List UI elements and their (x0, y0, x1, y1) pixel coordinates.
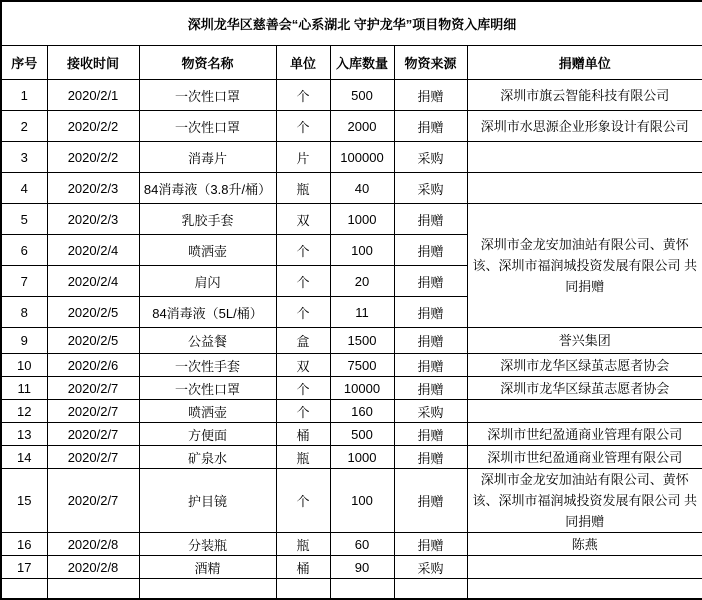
item-name-cell: 矿泉水 (139, 446, 276, 469)
unit-cell: 瓶 (276, 173, 330, 204)
quantity-cell: 100 (330, 235, 394, 266)
title-row (1, 1, 702, 46)
source-cell: 采购 (394, 400, 467, 423)
source-cell: 采购 (394, 556, 467, 579)
receive-date-cell: 2020/2/5 (47, 328, 139, 354)
unit-cell: 个 (276, 111, 330, 142)
column-header-source: 物资来源 (394, 46, 467, 80)
table-title: 深圳龙华区慈善会“心系湖北 守护龙华”项目物资入库明细 (1, 1, 702, 46)
donor-cell: 誉兴集团 (467, 328, 702, 354)
source-cell: 捐赠 (394, 111, 467, 142)
row-index-cell: 4 (1, 173, 47, 204)
quantity-cell: 1500 (330, 328, 394, 354)
source-cell: 捐赠 (394, 80, 467, 111)
column-header-item-name: 物资名称 (139, 46, 276, 80)
donor-cell: 深圳市龙华区绿茧志愿者协会 (467, 354, 702, 377)
table-row (1, 204, 702, 235)
source-cell: 捐赠 (394, 266, 467, 297)
quantity-cell: 160 (330, 400, 394, 423)
quantity-cell: 90 (330, 556, 394, 579)
receive-date-cell: 2020/2/7 (47, 423, 139, 446)
receive-date-cell: 2020/2/5 (47, 297, 139, 328)
source-cell: 采购 (394, 142, 467, 173)
item-name-cell: 肩闪 (139, 266, 276, 297)
empty-cell (47, 579, 139, 599)
column-header-unit: 单位 (276, 46, 330, 80)
donor-cell: 深圳市金龙安加油站有限公司、黄怀该、深圳市福润城投资发展有限公司 共同捐赠 (467, 204, 702, 328)
source-cell: 捐赠 (394, 469, 467, 533)
item-name-cell: 乳胶手套 (139, 204, 276, 235)
receive-date-cell: 2020/2/3 (47, 173, 139, 204)
quantity-cell: 60 (330, 533, 394, 556)
unit-cell: 盒 (276, 328, 330, 354)
quantity-cell: 2000 (330, 111, 394, 142)
donor-cell (467, 400, 702, 423)
table-row (1, 328, 702, 354)
quantity-cell: 20 (330, 266, 394, 297)
quantity-cell: 40 (330, 173, 394, 204)
item-name-cell: 一次性口罩 (139, 80, 276, 111)
source-cell: 捐赠 (394, 204, 467, 235)
donor-cell: 深圳市世纪盈通商业管理有限公司 (467, 423, 702, 446)
unit-cell: 片 (276, 142, 330, 173)
unit-cell: 瓶 (276, 446, 330, 469)
receive-date-cell: 2020/2/7 (47, 377, 139, 400)
quantity-cell: 10000 (330, 377, 394, 400)
table-row (1, 142, 702, 173)
donor-cell: 深圳市水思源企业形象设计有限公司 (467, 111, 702, 142)
receive-date-cell: 2020/2/4 (47, 266, 139, 297)
empty-cell (139, 579, 276, 599)
receive-date-cell: 2020/2/2 (47, 111, 139, 142)
item-name-cell: 护目镜 (139, 469, 276, 533)
donor-cell (467, 556, 702, 579)
table-row (1, 556, 702, 579)
quantity-cell: 11 (330, 297, 394, 328)
item-name-cell: 84消毒液（5L/桶） (139, 297, 276, 328)
item-name-cell: 酒精 (139, 556, 276, 579)
table-row (1, 80, 702, 111)
row-index-cell: 6 (1, 235, 47, 266)
receive-date-cell: 2020/2/2 (47, 142, 139, 173)
row-index-cell: 13 (1, 423, 47, 446)
column-header-receive-date: 接收时间 (47, 46, 139, 80)
source-cell: 捐赠 (394, 446, 467, 469)
receive-date-cell: 2020/2/1 (47, 80, 139, 111)
table-body (1, 80, 702, 599)
item-name-cell: 方便面 (139, 423, 276, 446)
quantity-cell: 500 (330, 423, 394, 446)
row-index-cell: 5 (1, 204, 47, 235)
item-name-cell: 一次性口罩 (139, 111, 276, 142)
row-index-cell: 8 (1, 297, 47, 328)
donor-cell: 深圳市龙华区绿茧志愿者协会 (467, 377, 702, 400)
unit-cell: 个 (276, 297, 330, 328)
receive-date-cell: 2020/2/7 (47, 469, 139, 533)
donor-cell: 深圳市旗云智能科技有限公司 (467, 80, 702, 111)
row-index-cell: 2 (1, 111, 47, 142)
table-row (1, 173, 702, 204)
item-name-cell: 84消毒液（3.8升/桶） (139, 173, 276, 204)
table-row (1, 400, 702, 423)
receive-date-cell: 2020/2/8 (47, 556, 139, 579)
empty-cell (276, 579, 330, 599)
row-index-cell: 11 (1, 377, 47, 400)
receive-date-cell: 2020/2/3 (47, 204, 139, 235)
unit-cell: 个 (276, 469, 330, 533)
quantity-cell: 1000 (330, 446, 394, 469)
table-row (1, 533, 702, 556)
donor-cell: 陈燕 (467, 533, 702, 556)
row-index-cell: 16 (1, 533, 47, 556)
quantity-cell: 500 (330, 80, 394, 111)
quantity-cell: 100 (330, 469, 394, 533)
empty-cell (394, 579, 467, 599)
clipped-partial-row (1, 579, 702, 599)
unit-cell: 桶 (276, 556, 330, 579)
row-index-cell: 9 (1, 328, 47, 354)
table-row (1, 111, 702, 142)
source-cell: 捐赠 (394, 533, 467, 556)
receive-date-cell: 2020/2/7 (47, 446, 139, 469)
column-header-index: 序号 (1, 46, 47, 80)
row-index-cell: 12 (1, 400, 47, 423)
source-cell: 捐赠 (394, 235, 467, 266)
row-index-cell: 3 (1, 142, 47, 173)
item-name-cell: 消毒片 (139, 142, 276, 173)
row-index-cell: 17 (1, 556, 47, 579)
item-name-cell: 一次性手套 (139, 354, 276, 377)
quantity-cell: 1000 (330, 204, 394, 235)
source-cell: 捐赠 (394, 297, 467, 328)
unit-cell: 个 (276, 400, 330, 423)
source-cell: 捐赠 (394, 354, 467, 377)
source-cell: 采购 (394, 173, 467, 204)
unit-cell: 个 (276, 235, 330, 266)
column-header-quantity: 入库数量 (330, 46, 394, 80)
donor-cell: 深圳市世纪盈通商业管理有限公司 (467, 446, 702, 469)
donor-cell (467, 142, 702, 173)
table-row (1, 446, 702, 469)
quantity-cell: 100000 (330, 142, 394, 173)
unit-cell: 个 (276, 266, 330, 297)
source-cell: 捐赠 (394, 423, 467, 446)
row-index-cell: 7 (1, 266, 47, 297)
unit-cell: 个 (276, 377, 330, 400)
row-index-cell: 10 (1, 354, 47, 377)
unit-cell: 瓶 (276, 533, 330, 556)
unit-cell: 个 (276, 80, 330, 111)
table-row (1, 423, 702, 446)
empty-cell (330, 579, 394, 599)
source-cell: 捐赠 (394, 377, 467, 400)
item-name-cell: 分装瓶 (139, 533, 276, 556)
receive-date-cell: 2020/2/4 (47, 235, 139, 266)
header-row (1, 46, 702, 80)
receive-date-cell: 2020/2/6 (47, 354, 139, 377)
table-row (1, 354, 702, 377)
unit-cell: 双 (276, 204, 330, 235)
column-header-donor: 捐赠单位 (467, 46, 702, 80)
donor-cell: 深圳市金龙安加油站有限公司、黄怀该、深圳市福润城投资发展有限公司 共同捐赠 (467, 469, 702, 533)
table-row (1, 377, 702, 400)
table-row (1, 469, 702, 533)
source-cell: 捐赠 (394, 328, 467, 354)
item-name-cell: 喷洒壶 (139, 235, 276, 266)
row-index-cell: 1 (1, 80, 47, 111)
item-name-cell: 公益餐 (139, 328, 276, 354)
receive-date-cell: 2020/2/8 (47, 533, 139, 556)
row-index-cell: 15 (1, 469, 47, 533)
quantity-cell: 7500 (330, 354, 394, 377)
item-name-cell: 喷洒壶 (139, 400, 276, 423)
unit-cell: 双 (276, 354, 330, 377)
unit-cell: 桶 (276, 423, 330, 446)
row-index-cell: 14 (1, 446, 47, 469)
item-name-cell: 一次性口罩 (139, 377, 276, 400)
empty-cell (467, 579, 702, 599)
receive-date-cell: 2020/2/7 (47, 400, 139, 423)
empty-cell (1, 579, 47, 599)
donor-cell (467, 173, 702, 204)
